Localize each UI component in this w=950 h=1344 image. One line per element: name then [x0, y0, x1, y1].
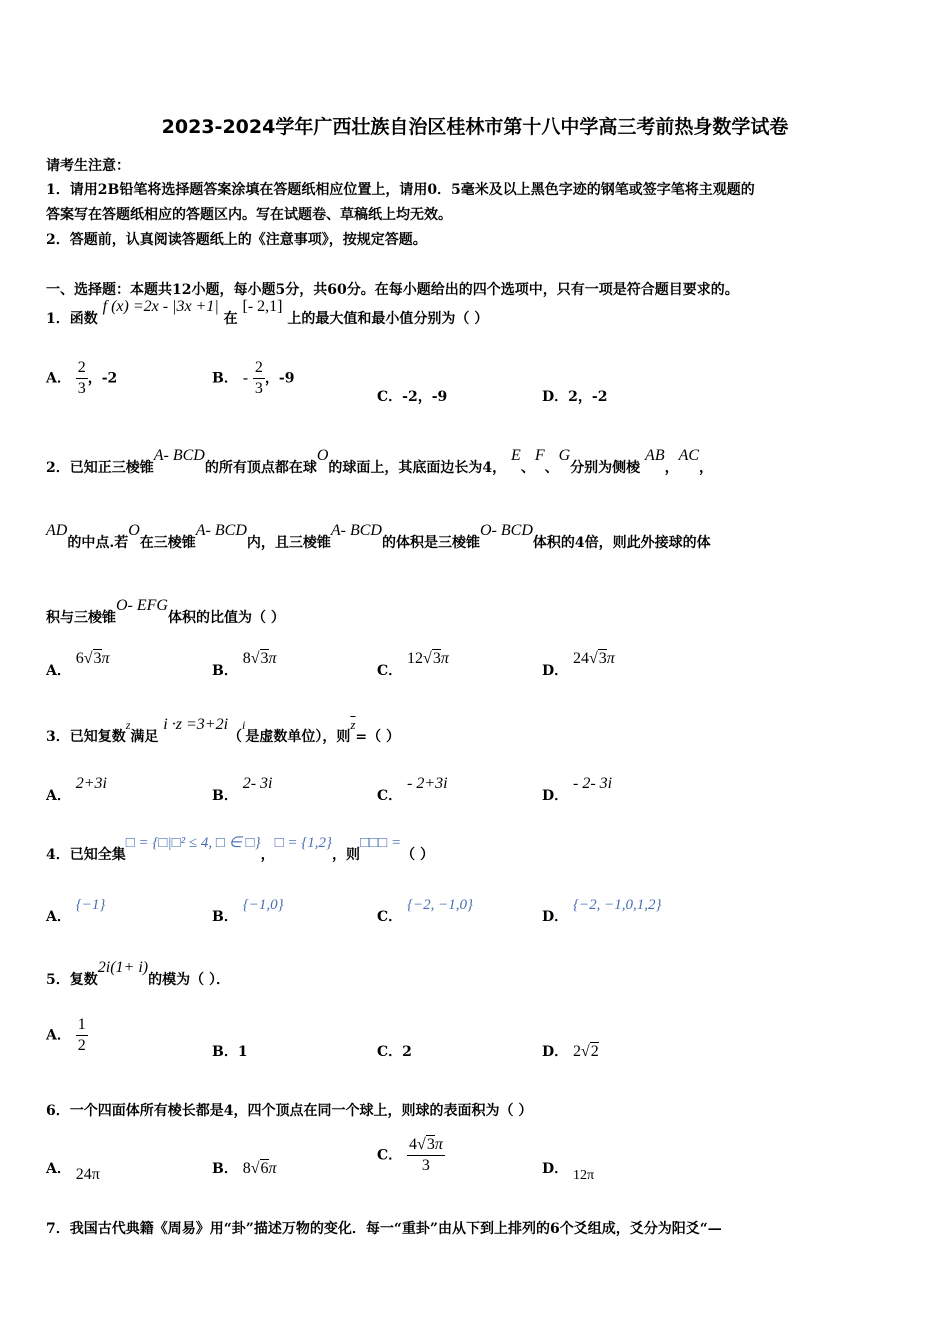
q4-option-b: B． {−1,0} — [212, 897, 284, 925]
q5-option-c: C．2 — [377, 1044, 412, 1060]
q4-universal-set: □ = {□|□² ≤ 4, □ ∈ □} — [125, 835, 261, 851]
q1-interval: [- 2,1] — [242, 298, 283, 315]
notice-heading: 请考生注意： — [46, 158, 130, 174]
q6-option-c-fraction: $\frac{4√3\pi}{3}$ — [409, 1136, 443, 1174]
q2-option-b: B． 8√3π — [212, 650, 277, 679]
q1-option-d: D．2，-2 — [542, 389, 608, 405]
question-6: 6．一个四面体所有棱长都是4，四个顶点在同一个球上，则球的表面积为（ ） — [46, 1103, 533, 1119]
notice-line-1b: 答案写在答题纸相应的答题区内。写在试题卷、草稿纸上均无效。 — [46, 207, 452, 223]
question-4: 4．已知全集□ = {□|□² ≤ 4, □ ∈ □}，□ = {1,2}，则□□□ =（ ） — [46, 835, 434, 863]
q4-complement: □□□ = — [360, 835, 402, 851]
q1-suffix: 上的最大值和最小值分别为（ ） — [287, 311, 489, 327]
q3-option-c: C． - 2+3i — [377, 775, 448, 804]
q6-option-b: B． 8√6π — [212, 1160, 277, 1177]
q4-option-a: A． {−1} — [46, 897, 106, 925]
q1-option-c: C．-2，-9 — [377, 389, 448, 405]
q6-option-c: C． $\frac{4√3\pi}{3}$ — [377, 1136, 443, 1174]
q2-option-c: C． 12√3π — [377, 650, 449, 679]
q1-option-a: A． $\frac{2}{3}$ ，-2 — [46, 359, 118, 397]
q6-option-a: A． 24π — [46, 1161, 100, 1183]
q5-option-b: B．1 — [212, 1044, 248, 1060]
q5-option-d: D． 2√2 — [542, 1043, 599, 1060]
q1-prefix: 1．函数 — [46, 311, 98, 327]
q1-option-b: B． - $\frac{2}{3}$ ，-9 — [212, 359, 295, 397]
section-heading: 一、选择题：本题共12小题，每小题5分，共60分。在每小题给出的四个选项中，只有一项是符合题目要求的。 — [46, 282, 739, 298]
question-3: 3．已知复数z满足 i ·z =3+2i（i是虚数单位），则$\overline{z}=$（ ） — [46, 716, 401, 745]
q4-set-s: □ = {1,2} — [274, 835, 333, 851]
q1-function: f (x) =2x - |3x +1| — [102, 298, 219, 315]
q1-option-a-fraction: $\frac{2}{3}$ — [77, 359, 86, 397]
q5-option-a: A． $\frac{1}{2}$ — [46, 1016, 86, 1054]
q5-option-a-fraction: $\frac{1}{2}$ — [77, 1016, 86, 1054]
q3-option-a: A． 2+3i — [46, 775, 107, 804]
question-7: 7．我国古代典籍《周易》用“卦”描述万物的变化．每一“重卦”由从下到上排列的6个爻组成，爻分为阳爻“— — [46, 1221, 722, 1237]
q4-option-c: C． {−2, −1,0} — [377, 897, 474, 925]
q1-option-b-fraction: $\frac{2}{3}$ — [254, 359, 263, 397]
question-1 — [46, 298, 489, 328]
q6-option-d: D． 12π — [542, 1161, 595, 1183]
question-5: 5．复数2i(1+ i)的模为（ ）． — [46, 959, 230, 988]
notice-line-2: 2．答题前，认真阅读答题纸上的《注意事项》，按规定答题。 — [46, 232, 427, 248]
q3-option-b: B． 2- 3i — [212, 775, 273, 804]
q3-option-d: D． - 2- 3i — [542, 775, 613, 804]
q2-option-d: D． 24√3π — [542, 650, 615, 679]
question-2-line-1: 2．已知正三棱锥A- BCD的所有顶点都在球O的球面上，其底面边长为4， E、F、G分别为侧棱 AB，AC， — [46, 447, 714, 476]
q1-mid: 在 — [223, 311, 238, 327]
question-2-line-3: 积与三棱锥O- EFG体积的比值为（ ） — [46, 597, 285, 626]
q4-option-d: D． {−2, −1,0,1,2} — [542, 897, 662, 925]
q2-option-a: A． 6√3π — [46, 650, 110, 679]
page-title: 2023-2024学年广西壮族自治区桂林市第十八中学高三考前热身数学试卷 — [161, 116, 789, 138]
question-2-line-2: AD的中点.若O在三棱锥A- BCD内，且三棱锥A- BCD的体积是三棱锥O- BCD体积的4倍，则此外接球的体 — [46, 522, 711, 551]
notice-line-1: 1．请用2B铅笔将选择题答案涂填在答题纸相应位置上，请用0．5毫米及以上黑色字迹的钢笔或签字笔将主观题的 — [46, 182, 755, 198]
